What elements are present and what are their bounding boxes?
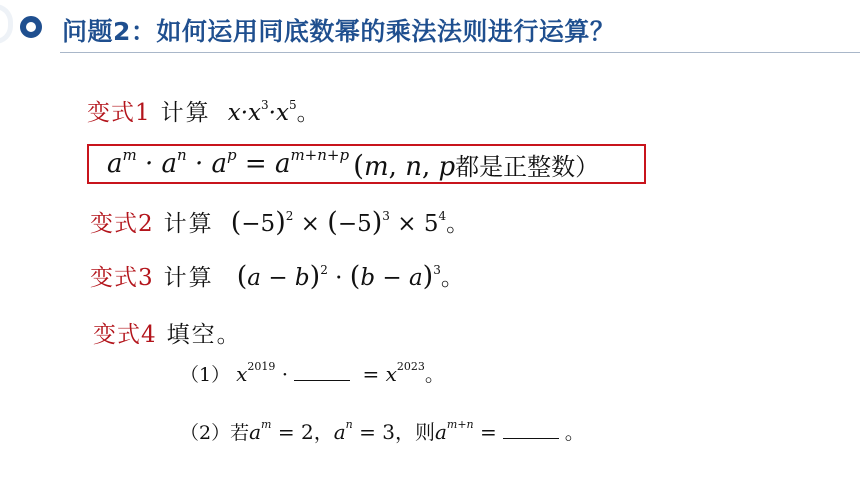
rule-condition: (m, n, p都是正整数） bbox=[353, 148, 600, 182]
exponent-rule-box bbox=[87, 144, 646, 184]
variant-1-row bbox=[87, 94, 320, 127]
fill-item-2 bbox=[180, 416, 585, 445]
rule-condition-text: 都是正整数） bbox=[455, 152, 600, 181]
variant-2-expression: $(-5)^2 \times (-5)^3 \times 5^4$。 bbox=[230, 207, 470, 238]
corner-decoration bbox=[0, 4, 13, 44]
variant-1-label: 变式1 bbox=[87, 100, 151, 126]
variant-2-label: 变式2 bbox=[90, 211, 154, 237]
variant-2-row bbox=[90, 205, 469, 238]
fill-item-2-blank[interactable] bbox=[503, 422, 559, 439]
variant-1-text: 计算 bbox=[160, 100, 211, 126]
fill-item-2-lead: 若 bbox=[230, 422, 250, 444]
variant-2-text: 计算 bbox=[163, 211, 214, 237]
ring-icon bbox=[20, 16, 42, 38]
variant-3-label: 变式3 bbox=[90, 265, 154, 291]
variant-4-label: 变式4 bbox=[93, 322, 157, 348]
variant-1-expression: $x\cdot x^3\cdot x^5$。 bbox=[227, 98, 320, 126]
variant-3-row bbox=[90, 259, 464, 292]
variant-3-expression: $(a - b)^2 \cdot (b - a)^3$。 bbox=[236, 261, 464, 292]
fill-item-1-number: （1） bbox=[180, 364, 231, 386]
fill-item-1-blank[interactable] bbox=[294, 364, 350, 381]
fill-item-2-expression: $a^m = 2$，$a^n = 3$，则$a^{m+n}$ = 。 bbox=[249, 418, 585, 444]
fill-item-1 bbox=[180, 358, 445, 387]
variant-4-row bbox=[93, 316, 242, 349]
fill-item-2-number: （2） bbox=[180, 422, 231, 444]
page-title: 问题2：如何运用同底数幂的乘法法则进行运算？ bbox=[62, 17, 616, 46]
title-underline bbox=[60, 52, 860, 53]
rule-formula: $a^m \cdot a^n \cdot a^p = a^{m+n+p}$ bbox=[107, 146, 350, 179]
fill-item-1-expression: $x^{2019}$ · = $x^{2023}$。 bbox=[236, 360, 445, 386]
variant-4-text: 填空。 bbox=[166, 322, 242, 348]
variant-3-text: 计算 bbox=[163, 265, 214, 291]
